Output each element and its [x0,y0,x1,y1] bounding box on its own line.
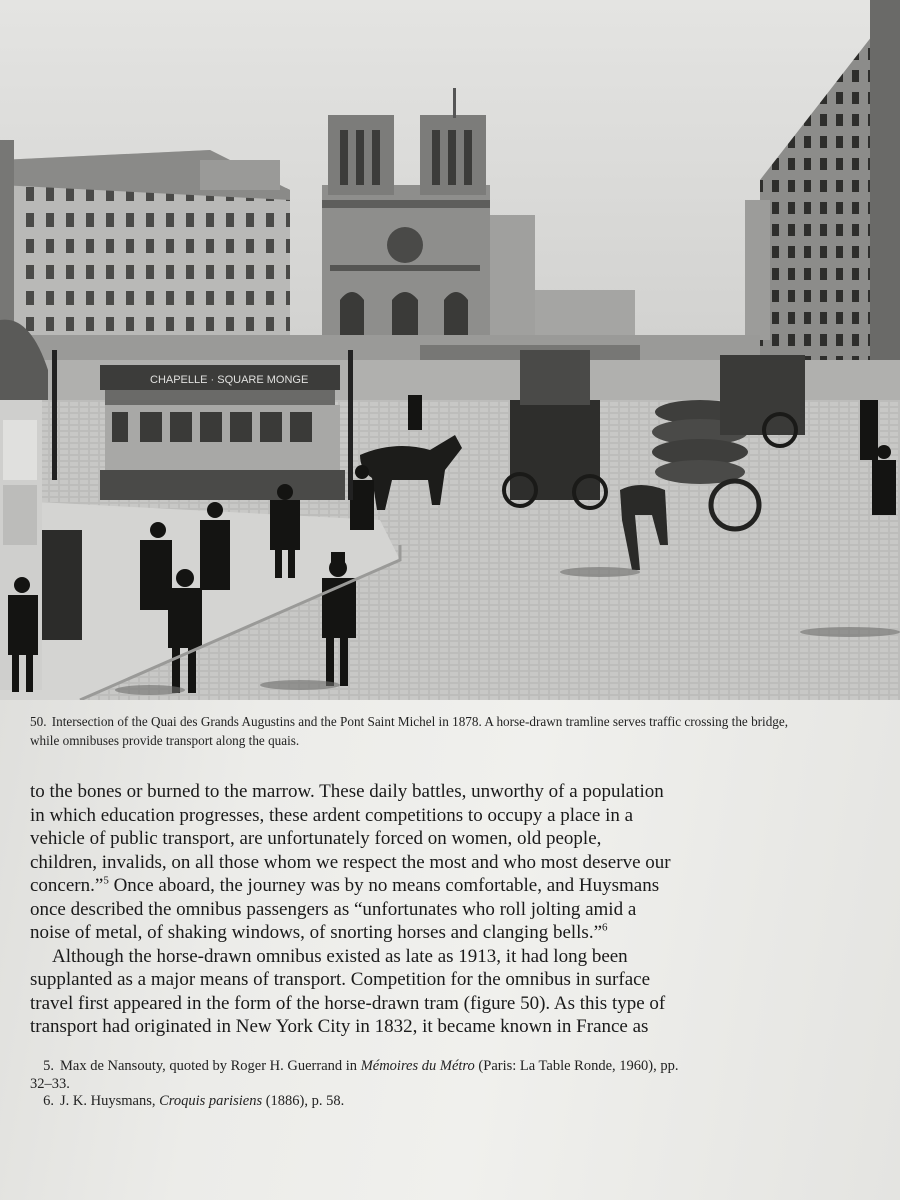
paragraph-2 [30,945,780,1039]
book-title: Croquis parisiens [159,1093,263,1109]
text-line: supplanted as a major means of transport. Competition for the omnibus in surface [30,969,650,990]
text-line: to the bones or burned to the marrow. These daily battles, unworthy of a population [30,781,664,802]
footnote-ref-6[interactable]: 6 [602,921,608,934]
left-building [0,140,290,345]
text-line: travel first appeared in the form of the horse-drawn tram (figure 50). As this type of [30,992,666,1014]
figure-number: 50. [30,714,47,729]
footnote-5: 5. Max de Nansouty, quoted by Roger H. Guerrand in Mémoires du Métro (Paris: La Table Ronde, 1960), pp. 32–33. [30,1058,790,1093]
footnote-6: 6. J. K. Huysmans, Croquis parisiens (1886), p. 58. [30,1093,790,1111]
footnote-number: 5. [43,1058,54,1074]
footnote-number: 6. [43,1093,54,1109]
footnotes [30,1058,790,1111]
text-line: Although the horse-drawn omnibus existed as late as 1913, it had long been [52,945,628,967]
tram-sign: CHAPELLE · SQUARE MONGE [150,374,309,386]
footnote-continuation: 32–33. [30,1075,70,1092]
text-line: in which education progresses, these ardent competitions to occupy a place in a [30,804,634,826]
footnote-ref-5[interactable]: 5 [103,874,109,887]
text-line: transport had originated in New York City in 1832, it became known in France as [30,1016,649,1037]
caption-text: Intersection of the Quai des Grands Augustins and the Pont Saint Michel in 1878. A horse-drawn tramline serves traffic crossing the bridge, while omnibuses provide transport along the quais. [30,714,789,748]
omnibus-right [720,355,805,446]
body-text [30,780,780,1039]
figure-caption [30,712,790,750]
text-line: once described the omnibus passengers as “unfortunates who roll jolting amid a [30,898,637,920]
text-line: vehicle of public transport, are unfortunately forced on women, old people, [30,828,602,849]
paragraph-1 [30,780,780,945]
text-line: children, invalids, on all those whom we respect the most and who most deserve our [30,851,671,873]
horse-drawn-tram [100,365,345,500]
text-line: concern.”$^5$ Once aboard, the journey was by no means comfortable, and Huysmans [30,874,660,896]
book-title: Mémoires du Métro [360,1058,475,1074]
text-line: noise of metal, of shaking windows, of snorting horses and clanging bells.”$^6$ [30,921,608,943]
